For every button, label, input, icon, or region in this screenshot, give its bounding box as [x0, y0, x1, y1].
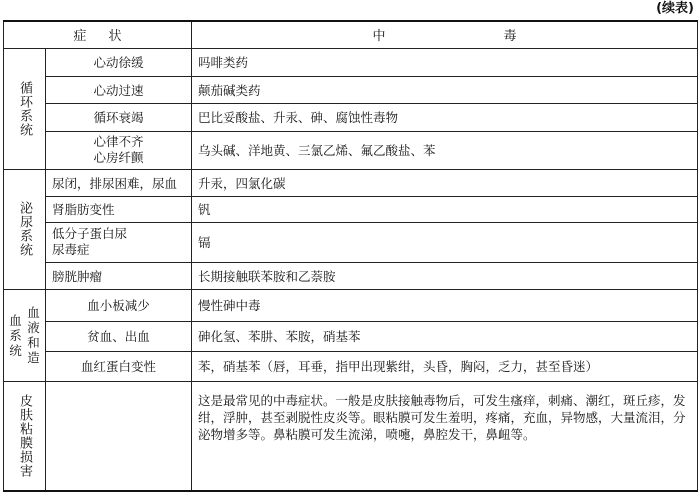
symptom-cell	[46, 381, 192, 491]
table-row	[4, 289, 698, 321]
symptom-cell: 血小板减少	[46, 289, 192, 321]
table-row	[4, 131, 698, 169]
poison-cell: 钒	[192, 196, 698, 222]
category-circulatory: 循环系统	[4, 48, 46, 169]
header-poison: 中 毒	[192, 21, 698, 48]
table-row	[4, 262, 698, 289]
poison-cell: 慢性砷中毒	[192, 289, 698, 321]
category-urinary: 泌尿系统	[4, 169, 46, 289]
symptom-cell: 血红蛋白变性	[46, 351, 192, 381]
symptom-cell: 心动过速	[46, 76, 192, 103]
poison-cell: 吗啡类药	[192, 48, 698, 76]
table-row	[4, 222, 698, 262]
poison-cell: 砷化氢、苯肼、苯胺，硝基苯	[192, 321, 698, 351]
symptom-cell: 肾脂肪变性	[46, 196, 192, 222]
poison-cell: 巴比妥酸盐、升汞、砷、腐蚀性毒物	[192, 103, 698, 131]
poison-cell: 长期接触联苯胺和乙萘胺	[192, 262, 698, 289]
poison-cell: 镉	[192, 222, 698, 262]
symptom-cell: 心律不齐 心房纤颤	[46, 131, 192, 169]
symptom-cell: 尿闭，排尿困难，尿血	[46, 169, 192, 196]
table-row	[4, 321, 698, 351]
category-blood	[4, 289, 46, 381]
category-skin-mucosa: 皮肤粘膜损害	[4, 381, 46, 491]
header-symptom: 症 状	[4, 21, 192, 48]
poison-cell: 苯，硝基苯（唇，耳垂，指甲出现紫绀，头昏，胸闷，乏力，甚至昏迷）	[192, 351, 698, 381]
table-row	[4, 103, 698, 131]
symptom-cell: 心动徐缓	[46, 48, 192, 76]
table-row	[4, 76, 698, 103]
table-row	[4, 48, 698, 76]
table-row	[4, 169, 698, 196]
table-row	[4, 381, 698, 491]
poison-cell: 颠茄碱类药	[192, 76, 698, 103]
symptom-cell: 低分子蛋白尿 尿毒症	[46, 222, 192, 262]
poison-description-cell: 这是最常见的中毒症状。一般是皮肤接触毒物后，可发生瘙痒，刺痛、潮红，斑丘疹，发绀，浮肿，甚至剥脱性皮炎等。眼粘膜可发生羞明，疼痛，充血，异物感，大量流泪，分泌物增多等。鼻粘膜可发生流涕，喷嚏，鼻腔发干，鼻衄等。	[192, 381, 698, 491]
poison-cell: 升汞，四氯化碳	[192, 169, 698, 196]
table-row	[4, 351, 698, 381]
symptom-cell: 膀胱肿瘤	[46, 262, 192, 289]
continued-note: (续表)	[656, 1, 694, 16]
poison-cell: 乌头碱、洋地黄、三氯乙烯、氟乙酸盐、苯	[192, 131, 698, 169]
symptom-cell: 循环衰竭	[46, 103, 192, 131]
blood-category-label: 血 系 统 血 液 和 造	[9, 305, 40, 365]
table-header-row	[4, 21, 698, 48]
symptom-cell: 贫血、出血	[46, 321, 192, 351]
table-row	[4, 196, 698, 222]
symptom-poison-table	[3, 20, 698, 492]
